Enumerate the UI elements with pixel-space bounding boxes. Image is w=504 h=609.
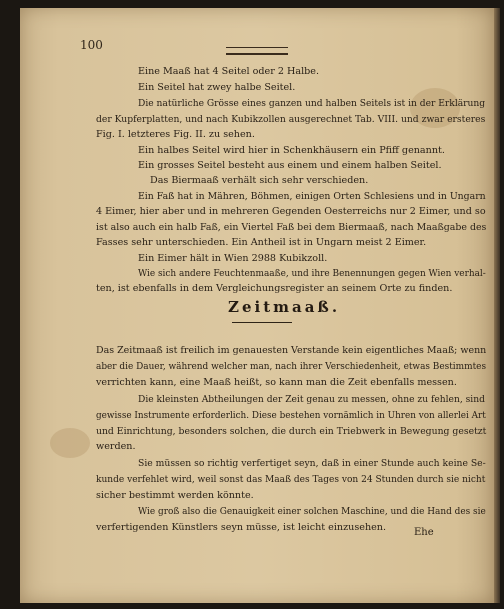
text-line: Fasses sehr unterschieden. Ein Antheil ist in Ungarn meist 2 Eimer.	[96, 237, 427, 248]
text-line: ten, ist ebenfalls in dem Vergleichungsregister an seinem Orte zu finden.	[96, 283, 453, 294]
text-line: Die kleinsten Abtheilungen der Zeit genau zu messen, ohne zu fehlen, sind	[138, 395, 485, 405]
catchword: Ehe	[414, 527, 434, 538]
text-line: aber die Dauer, während welcher man, nach ihrer Verschiedenheit, etwas Bestimmtes	[96, 362, 487, 372]
text-line: der Kupferplatten, und nach Kubikzollen ausgerechnet Tab. VIII. und zwar ersteres	[96, 114, 486, 125]
text-line: Das Biermaaß verhält sich sehr verschieden.	[150, 175, 369, 186]
header-ornament	[226, 47, 288, 55]
page-number: 100	[80, 38, 103, 52]
text-line: Ein Seitel hat zwey halbe Seitel.	[138, 82, 296, 93]
text-line: Ein grosses Seitel besteht aus einem und einem halben Seitel.	[138, 160, 442, 171]
foxing-stain	[50, 428, 90, 458]
text-line: Eine Maaß hat 4 Seitel oder 2 Halbe.	[138, 66, 320, 77]
text-line: kunde verfehlet wird, weil sonst das Maaß des Tages von 24 Stunden durch sie nicht	[96, 475, 486, 485]
text-line: sicher bestimmt werden könnte.	[96, 490, 254, 501]
text-line: und Einrichtung, besonders solchen, die durch ein Triebwerk in Bewegung gesetzt	[96, 426, 487, 437]
section-heading: Zeitmaaß.	[228, 298, 341, 316]
text-line: gewisse Instrumente erforderlich. Diese bestehen vornämlich in Uhren von allerlei Art	[96, 411, 486, 421]
text-line: ist also auch ein halb Faß, ein Viertel Faß bei dem Biermaaß, nach Maaßgabe des	[96, 222, 487, 233]
text-line: verrichten kann, eine Maaß heißt, so kann man die Zeit ebenfalls messen.	[96, 377, 457, 388]
text-line: Wie groß also die Genauigkeit einer solchen Maschine, und die Hand des sie	[138, 507, 486, 517]
heading-rule	[232, 322, 292, 323]
text-line: verfertigenden Künstlers seyn müsse, ist leicht einzusehen.	[96, 522, 387, 533]
text-line: Ein halbes Seitel wird hier in Schenkhäusern ein Pfiff genannt.	[138, 145, 445, 156]
text-line: Wie sich andere Feuchtenmaaße, und ihre Benennungen gegen Wien verhal-	[138, 269, 486, 279]
text-line: Das Zeitmaaß ist freilich im genauesten Verstande kein eigentliches Maaß; wenn	[96, 345, 487, 356]
text-line: Ein Eimer hält in Wien 2988 Kubikzoll.	[138, 253, 328, 264]
page-edge	[494, 8, 500, 603]
text-line: werden.	[96, 441, 136, 452]
text-line: 4 Eimer, hier aber und in mehreren Gegenden Oesterreichs nur 2 Eimer, und so	[96, 206, 486, 217]
text-line: Ein Faß hat in Mähren, Böhmen, einigen Orten Schlesiens und in Ungarn	[138, 191, 486, 202]
text-line: Sie müssen so richtig verfertiget seyn, daß in einer Stunde auch keine Se-	[138, 458, 486, 469]
text-line: Fig. I. letzteres Fig. II. zu sehen.	[96, 129, 255, 140]
text-line: Die natürliche Grösse eines ganzen und halben Seitels ist in der Erklärung	[138, 99, 486, 109]
